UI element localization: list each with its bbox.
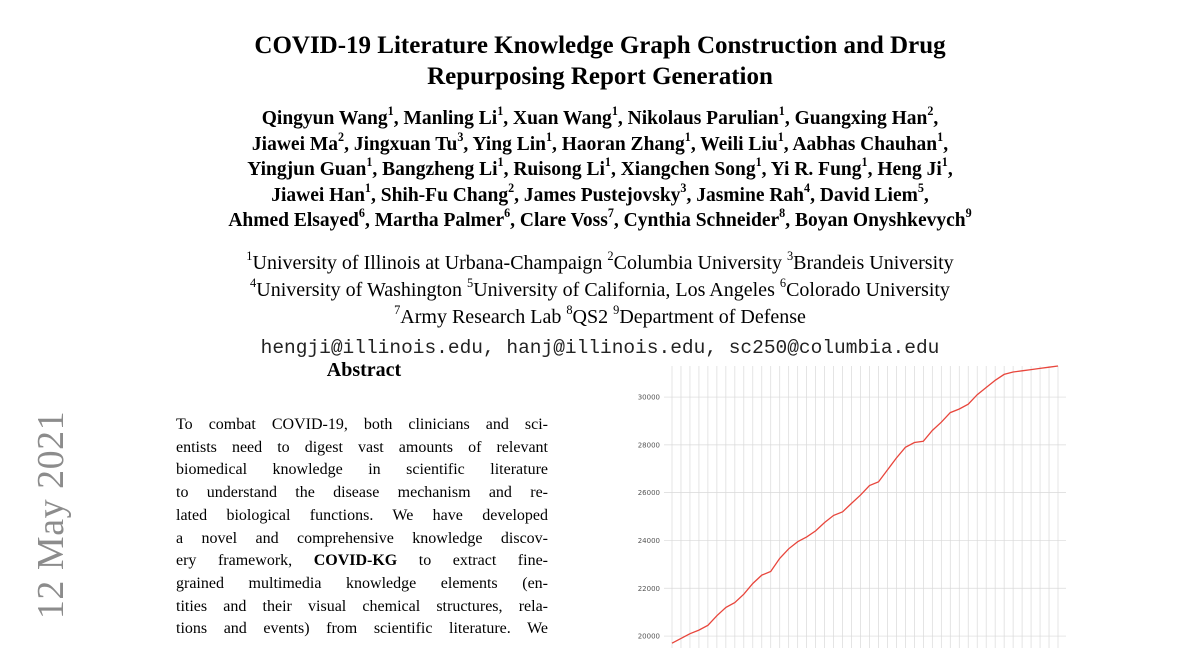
author-affiliation-mark: 9 bbox=[965, 206, 972, 221]
affiliation-number: 5 bbox=[467, 276, 474, 291]
author-name: Ying Lin bbox=[472, 133, 546, 155]
abstract-body bbox=[176, 414, 548, 641]
author-name: Clare Voss bbox=[519, 210, 608, 231]
author-affiliation-mark: 1 bbox=[366, 155, 373, 170]
author-name: Weili Liu bbox=[700, 133, 778, 155]
affiliation-number: 3 bbox=[786, 249, 794, 264]
author-name: Martha Palmer bbox=[374, 210, 505, 231]
author-name: Guangxing Han bbox=[794, 108, 928, 129]
author-affiliation-mark: 1 bbox=[611, 104, 618, 119]
author-name: Bangzheng Li bbox=[382, 159, 498, 180]
email-list: hengji@illinois.edu, hanj@illinois.edu, sc250@columbia.edu bbox=[260, 337, 940, 359]
y-tick-label: 24000 bbox=[637, 536, 660, 545]
author-name: David Liem bbox=[819, 184, 918, 206]
abstract-line: lated biological functions. We have developed bbox=[176, 506, 548, 524]
paper-title-line2: Repurposing Report Generation bbox=[427, 63, 773, 90]
author-affiliation-mark: 1 bbox=[497, 104, 504, 119]
author-name: Xiangchen Song bbox=[620, 159, 756, 180]
author-affiliation-mark: 1 bbox=[545, 129, 553, 144]
author-affiliation-mark: 6 bbox=[358, 206, 365, 221]
author-affiliation-mark: 3 bbox=[680, 180, 687, 195]
author-name: Manling Li bbox=[403, 108, 498, 129]
y-tick-labels bbox=[638, 394, 660, 641]
author-name: Qingyun Wang bbox=[261, 108, 388, 129]
affiliation-name: Colorado University bbox=[786, 279, 950, 301]
author-affiliation-mark: 7 bbox=[607, 206, 614, 221]
y-tick-label: 28000 bbox=[637, 441, 660, 450]
author-name: Nikolaus Parulian bbox=[627, 108, 779, 129]
affiliation-number: 1 bbox=[246, 249, 253, 264]
author-name: Aabhas Chauhan bbox=[792, 133, 938, 155]
y-tick-label: 22000 bbox=[637, 584, 660, 593]
author-name: Jiawei Ma bbox=[251, 133, 339, 155]
author-name: Jiawei Han bbox=[271, 184, 365, 206]
author-affiliation-mark: 2 bbox=[508, 180, 515, 195]
plot-area bbox=[664, 366, 1066, 648]
affiliation-number: 2 bbox=[607, 249, 614, 264]
author-affiliation-mark: 1 bbox=[937, 129, 944, 144]
y-tick-label: 20000 bbox=[637, 632, 660, 641]
affiliation-name: QS2 bbox=[572, 306, 609, 328]
author-affiliation-mark: 6 bbox=[504, 206, 511, 221]
affiliation-number: 9 bbox=[613, 303, 620, 318]
abstract-line: to understand the disease mechanism and re- bbox=[176, 484, 548, 502]
abstract-heading: Abstract bbox=[326, 359, 402, 381]
affiliation-number: 7 bbox=[394, 303, 401, 318]
affiliation-name: Brandeis University bbox=[793, 252, 954, 274]
abstract-line: biomedical knowledge in scientific literature bbox=[176, 461, 548, 479]
abstract-line: tities and their visual chemical structures, rela- bbox=[176, 597, 548, 615]
affiliation-list bbox=[100, 250, 1100, 331]
abstract-line: entists need to digest vast amounts of relevant bbox=[176, 438, 548, 456]
y-tick-label: 30000 bbox=[637, 393, 660, 402]
arxiv-date-text: 12 May 2021 bbox=[30, 410, 72, 620]
arxiv-date-stamp bbox=[28, 405, 74, 625]
affiliation-name: University of California, Los Angeles bbox=[473, 279, 775, 301]
abstract-line: ery framework, COVID-KG to extract fine- bbox=[176, 552, 549, 570]
author-name: Haoran Zhang bbox=[561, 133, 685, 155]
affiliation-line bbox=[100, 304, 1100, 331]
author-affiliation-mark: 1 bbox=[387, 104, 394, 119]
author-affiliation-mark: 1 bbox=[684, 129, 691, 144]
author-name: Xuan Wang bbox=[512, 108, 612, 129]
author-name: Jasmine Rah bbox=[696, 184, 805, 206]
author-list: Qingyun Wang$^1$, Manling Li$^1$, Xuan Wang$^1$, Nikolaus Parulian$^1$, Guangxing Han$^2$, Jiawei Ma$^2$, Jingxuan Tu$^3$, Ying Lin$^1$, Haoran Zhang$^1$, Weili Liu$^1$, Aabhas Chauhan$^1$, Yingjun Guan$^1$, Bangzheng Li$^1$, Ruisong Li$^1$, Xiangchen Song$^1$, Yi R. Fung$^1$, Heng Ji$^1$, Jiawei Han$^1$, Shih-Fu Chang$^2$, James Pustejovsky$^3$, Jasmine Rah$^4$, David Liem$^5$, Ahmed Elsayed$^6$, Martha Palmer$^6$, Clare Voss$^7$, Cynthia Schneider$^8$, Boyan Onyshkevych$^9$ bbox=[228, 104, 972, 231]
author-affiliation-mark: 4 bbox=[804, 180, 811, 195]
affiliation-name: University of Illinois at Urbana-Champaign bbox=[252, 252, 603, 274]
author-affiliation-mark: 2 bbox=[927, 104, 934, 119]
author-affiliation-mark: 1 bbox=[364, 180, 371, 195]
affiliation-line bbox=[100, 277, 1100, 304]
author-name: Shih-Fu Chang bbox=[380, 184, 509, 206]
author-name: Jingxuan Tu bbox=[353, 133, 458, 155]
author-name: James Pustejovsky bbox=[523, 184, 681, 206]
author-name: Yi R. Fung bbox=[770, 159, 862, 180]
abstract-line: tions and events) from scientific literature. We bbox=[176, 620, 548, 638]
author-name: Ahmed Elsayed bbox=[228, 210, 359, 231]
affiliation-number: 4 bbox=[250, 276, 257, 291]
affiliation-name: Columbia University bbox=[613, 252, 782, 274]
author-affiliation-mark: 5 bbox=[917, 180, 924, 195]
abstract-line: To combat COVID-19, both clinicians and sci- bbox=[176, 416, 548, 433]
paper-title bbox=[150, 30, 1050, 92]
author-affiliation-mark: 2 bbox=[338, 129, 345, 144]
paper-title-line1: COVID-19 Literature Knowledge Graph Construction and Drug bbox=[254, 32, 946, 59]
line-chart bbox=[600, 360, 1070, 648]
affiliation-name: University of Washington bbox=[256, 279, 463, 301]
author-affiliation-mark: 1 bbox=[777, 129, 784, 144]
author-affiliation-mark: 1 bbox=[861, 155, 868, 170]
author-affiliation-mark: 1 bbox=[778, 104, 785, 119]
abstract-line: grained multimedia knowledge elements (en- bbox=[176, 574, 548, 592]
author-name: Heng Ji bbox=[877, 159, 942, 180]
author-name: Yingjun Guan bbox=[247, 159, 367, 180]
affiliation-name: Department of Defense bbox=[619, 306, 806, 328]
abstract-line: a novel and comprehensive knowledge discov- bbox=[176, 529, 548, 547]
author-affiliation-mark: 1 bbox=[941, 155, 948, 170]
affiliation-name: Army Research Lab bbox=[400, 306, 562, 328]
affiliation-number: 8 bbox=[566, 303, 573, 318]
line-chart-svg bbox=[600, 360, 1070, 648]
author-affiliation-mark: 1 bbox=[755, 155, 762, 170]
author-name: Ruisong Li bbox=[513, 159, 605, 180]
author-affiliation-mark: 1 bbox=[497, 155, 504, 170]
author-name: Boyan Onyshkevych bbox=[794, 210, 966, 231]
affiliation-line bbox=[100, 250, 1100, 277]
author-affiliation-mark: 3 bbox=[457, 129, 464, 144]
author-name: Cynthia Schneider bbox=[623, 210, 780, 231]
affiliation-number: 6 bbox=[779, 276, 787, 291]
author-affiliation-mark: 1 bbox=[604, 155, 611, 170]
y-tick-label: 26000 bbox=[637, 489, 660, 498]
author-affiliation-mark: 8 bbox=[779, 206, 786, 221]
